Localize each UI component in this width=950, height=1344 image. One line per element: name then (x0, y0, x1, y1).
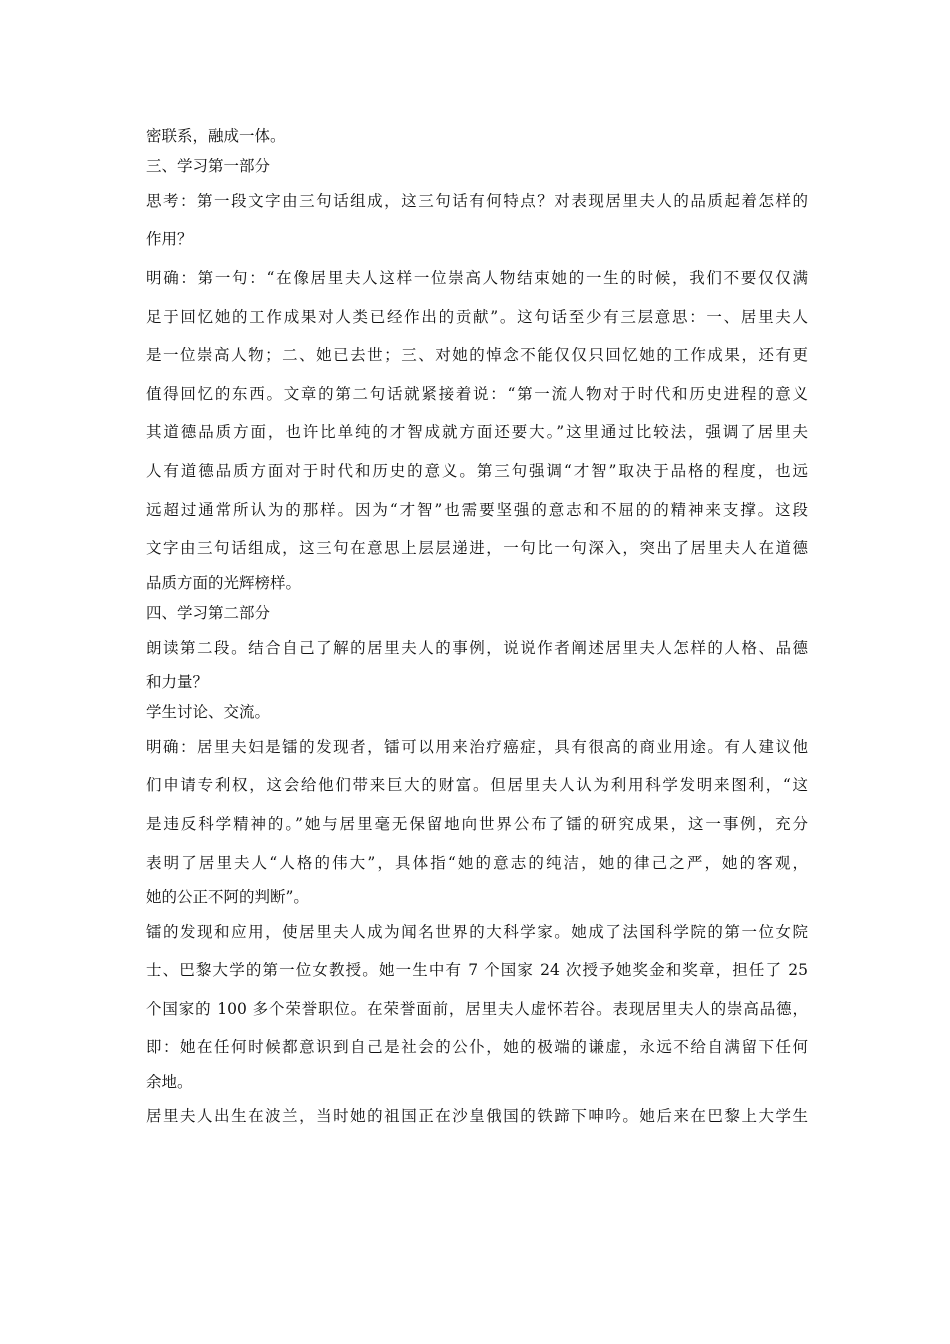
text-line: 朗读第二段。结合自己了解的居里夫人的事例，说说作者阐述居里夫人怎样的人格、品德 (146, 638, 808, 657)
text-line: 士、巴黎大学的第一位女教授。她一生中有 7 个国家 24 次授予她奖金和奖章，担任了 25 (146, 961, 808, 980)
text-line: 即：她在任何时候都意识到自己是社会的公仆，她的极端的谦虚，永远不给自满留下任何 (146, 1038, 808, 1057)
text-line: 个国家的 100 多个荣誉职位。在荣誉面前，居里夫人虚怀若谷。表现居里夫人的崇高品德， (146, 999, 808, 1018)
text-line: 作用？ (146, 230, 193, 249)
text-line: 思考：第一段文字由三句话组成，这三句话有何特点？对表现居里夫人的品质起着怎样的 (146, 191, 808, 210)
text-line: 远超过通常所认为的那样。因为“才智”也需要坚强的意志和不屈的的精神来支撑。这段 (146, 500, 808, 519)
text-line: 其道德品质方面，也许比单纯的才智成就方面还要大。”这里通过比较法，强调了居里夫 (146, 423, 808, 442)
text-line: 是一位崇高人物；二、她已去世；三、对她的悼念不能仅仅只回忆她的工作成果，还有更 (146, 346, 808, 365)
text-line: 余地。 (146, 1073, 193, 1092)
text-line: 人有道德品质方面对于时代和历史的意义。第三句强调“才智”取决于品格的程度，也远 (146, 461, 808, 480)
text-line: 值得回忆的东西。文章的第二句话就紧接着说：“第一流人物对于时代和历史进程的意义 (146, 384, 808, 403)
text-line: 明确：第一句：“在像居里夫人这样一位崇高人物结束她的一生的时候，我们不要仅仅满 (146, 268, 808, 287)
text-line: 四、学习第二部分 (146, 604, 271, 623)
text-line: 文字由三句话组成，这三句在意思上层层递进，一句比一句深入，突出了居里夫人在道德 (146, 539, 808, 558)
text-line: 和力量？ (146, 673, 209, 692)
text-line: 表明了居里夫人“人格的伟大”，具体指“她的意志的纯洁，她的律己之严，她的客观， (146, 853, 808, 872)
document-body (146, 121, 808, 1136)
text-line: 明确：居里夫妇是镭的发现者，镭可以用来治疗癌症，具有很高的商业用途。有人建议他 (146, 737, 808, 756)
text-line: 她的公正不阿的判断”。 (146, 888, 309, 907)
text-line: 品质方面的光辉榜样。 (146, 573, 302, 592)
text-line: 学生讨论、交流。 (146, 703, 271, 722)
text-line: 是违反科学精神的。”她与居里毫无保留地向世界公布了镭的研究成果，这一事例，充分 (146, 815, 808, 834)
text-line: 居里夫人出生在波兰，当时她的祖国正在沙皇俄国的铁蹄下呻吟。她后来在巴黎上大学生 (146, 1107, 808, 1126)
text-line: 镭的发现和应用，使居里夫人成为闻名世界的大科学家。她成了法国科学院的第一位女院 (146, 922, 808, 941)
text-line: 三、学习第一部分 (146, 157, 271, 176)
text-line: 密联系，融成一体。 (146, 127, 286, 145)
text-line: 足于回忆她的工作成果对人类已经作出的贡献”。这句话至少有三层意思：一、居里夫人 (146, 307, 808, 326)
text-line: 们申请专利权，这会给他们带来巨大的财富。但居里夫人认为利用科学发明来图利，“这 (146, 776, 808, 795)
